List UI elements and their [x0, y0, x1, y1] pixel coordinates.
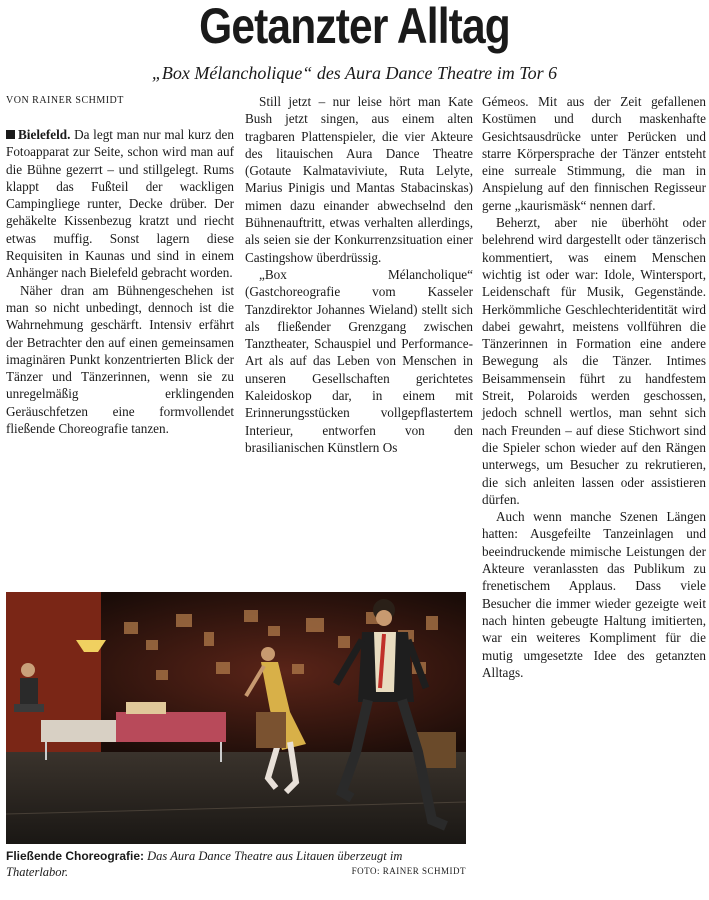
caption-text: Das Aura Dance Theatre aus Litauen überzeugt im Thaterlabor. [6, 849, 403, 879]
headline: Getanzter Alltag [199, 0, 510, 54]
byline: VON RAINER SCHMIDT [6, 95, 124, 106]
stage-photo [6, 592, 466, 844]
article-column-1 [6, 126, 234, 437]
subheadline: „Box Mélancholique“ des Aura Dance Theatre im Tor 6 [151, 63, 558, 83]
stage-floor [6, 752, 466, 844]
paragraph: Beherzt, aber nie überhöht oder belehrend wird dargestellt oder tänzerisch kommentiert, was einem Menschen wichtig ist oder war: Idole, Wintersport, Leidenschaft für Musik, Gegenstände. Herkömmliche Geschlechteridentität wird dabei gewahrt, meistens vollführen die Tänzerinnen in Formation eine andere Bewegung als die Tänzer. Intimes Beisammensein führt zu handfestem Streit, Polaroids werden geschossen, jedoch schnell wertlos, man sehnt sich nach Freunden – auf diese Stichwort sind die Spieler schon wieder auf den Rängen unterwegs, um Besucher zu rekrutieren, die sich anleiten lassen oder assistieren dürfen. [482, 215, 706, 507]
paragraph: Näher dran am Bühnengeschehen ist man so nicht unbedingt, dennoch ist die Wahrnehmung geschärft. Intensiv erfährt der Betrachter den auf einen gemeinsamen imaginären Punkt konzentrierten Blick der Tänzer und Tänzerinnen, wenn sie zu unregelmäßig erklingenden Geräuschfetzen eine formvollendet fließende Choreografie tanzen. [6, 282, 234, 437]
paragraph: Gémeos. Mit aus der Zeit gefallenen Kostümen und durch maskenhafte Gesichtsausdrücke unter Perücken und starre Körpersprache der Tänzer entsteht eine surreale Stimmung, die man in Anspielung auf den finnischen Regisseur gerne „kaurismäsk“ nennen darf. [482, 94, 706, 213]
suitcase [256, 712, 286, 748]
paragraph: „Box Mélancholique“ (Gastchoreografie vom Kasseler Tanzdirektor Johannes Wieland) stellt sich als fließender Grenzgang zwischen Tanztheater, Schauspiel und Performance-Art als auf das Leben von Menschen in unseren Gesellschaften gerichtetes Kaleidoskop dar, in einem mit Erinnerungsstücken vollgepflastertem Interieur, entworfen von den brasilianischen Künstlern Os [245, 266, 473, 455]
paragraph: Still jetzt – nur leise hört man Kate Bush jetzt singen, aus einem alten tragbaren Plattenspieler, die vier Akteure des litauischen Aura Dance Theatre (Gotaute Kalmataviviute, Ruta Lelyte, Marius Pinigis und Mantas Stabacinskas) mimen dazu einander abwechselnd den Bühnenauftritt, etwas verhalten allerdings, als seien sie der Konkurrenzsituation einer Castingshow überdrüssig. [245, 94, 473, 265]
black-square-icon [6, 130, 15, 139]
article-column-2 [245, 93, 473, 456]
paragraph: Auch wenn manche Szenen Längen hatten: Ausgefeilte Tanzeinlagen und beeindruckende mimische Leistungen der Akteure veranlassten das Publikum zu frenetischem Applaus. Dass viele Besucher die immer wieder gezeigte weit nach hinten gebeugte Haltung imitierten, war ein weiteres Kompliment für die mutig umgesetzte Idee des getanzten Alltags. [482, 509, 706, 680]
caption-lead: Fließende Choreografie: [6, 849, 145, 863]
dateline: Bielefeld. [18, 127, 71, 142]
dance-scene-illustration [6, 592, 466, 844]
article-column-3 [482, 93, 706, 681]
paragraph-text: Da legt man nur mal kurz den Fotoapparat zur Seite, schon wird man auf die Bühne gezerrt – und stillgelegt. Rums klappt das Fußteil der wackligen Campingliege runter, Decke drüber. Der gehäkelte Kissenbezug kratzt und riecht etwas muffig. Sonst lagern diese Requisiten in Kaunas und sind in einem Anhänger nach Bielefeld gebracht worden. [6, 127, 235, 281]
paragraph [6, 126, 234, 282]
photo-credit: FOTO: RAINER SCHMIDT [351, 866, 466, 876]
